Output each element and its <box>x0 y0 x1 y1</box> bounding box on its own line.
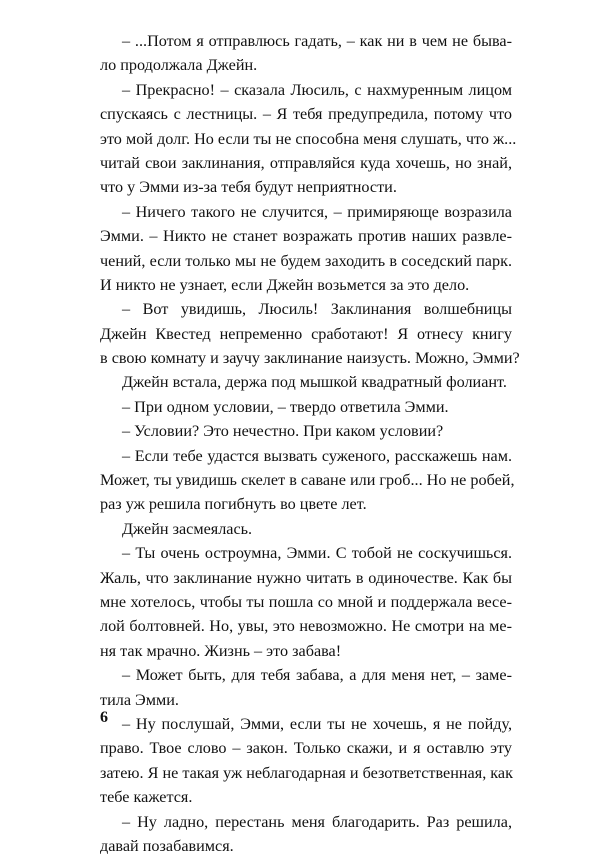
text-line: что у Эмми из-за тебя будут неприятности. <box>100 178 397 197</box>
page-number: 6 <box>100 709 108 726</box>
text-line: Жаль, что заклинание нужно читать в одиночестве. Как бы <box>100 568 512 587</box>
text-line: в свою комнату и заучу заклинание наизусть. Можно, Эмми? <box>100 349 520 368</box>
text-line: тила Эмми. <box>100 690 179 709</box>
text-line: – Ты очень остроумна, Эмми. С тобой не соскучишься. <box>122 544 512 563</box>
text-line: ло продолжала Джейн. <box>100 56 258 75</box>
text-line: читай свои заклинания, отправляйся куда хочешь, но знай, <box>100 153 512 172</box>
text-line: давай позабавимся. <box>100 836 234 855</box>
text-line: лой болтовней. Но, увы, это невозможно. Не смотри на ме- <box>100 617 512 636</box>
text-line: чений, если только мы не будем заходить в соседский парк. <box>100 251 512 270</box>
text-line: – Если тебе удастся вызвать суженого, расскажешь нам. <box>122 446 512 465</box>
text-line: это мой долг. Но если ты не способна меня слушать, что ж... <box>100 129 517 148</box>
text-line: мне хотелось, чтобы ты пошла со мной и поддержала весе- <box>100 592 512 611</box>
text-line: Может, ты увидишь скелет в саване или гроб... Но не робей, <box>100 471 515 490</box>
text-line: – ...Потом я отправлюсь гадать, – как ни в чем не быва- <box>122 32 512 50</box>
text-line: Эмми. – Никто не станет возражать против наших развле- <box>100 227 512 246</box>
text-line: – Ну послушай, Эмми, если ты не хочешь, я не пойду, <box>122 714 512 733</box>
text-line: И никто не узнает, если Джейн возьмется за это дело. <box>100 275 470 294</box>
text-line: – Вот увидишь, Люсиль! Заклинания волшебницы <box>122 300 512 319</box>
text-line: тебе кажется. <box>100 788 193 807</box>
text-line: – Может быть, для тебя забава, а для меня нет, – заме- <box>122 666 512 685</box>
body-text <box>100 29 520 858</box>
text-line: спускаясь с лестницы. – Я тебя предупредила, потому что <box>100 105 512 124</box>
text-line: затею. Я не такая уж неблагодарная и безответственная, как <box>100 763 513 782</box>
text-line: Джейн встала, держа под мышкой квадратный фолиант. <box>122 373 507 392</box>
text-line: ня так мрачно. Жизнь – это забава! <box>100 641 342 660</box>
text-line: Джейн Квестед непременно сработают! Я отнесу книгу <box>100 324 512 343</box>
text-line: право. Твое слово – закон. Только скажи, и я оставлю эту <box>100 739 512 758</box>
text-line: раз уж решила погибнуть во цвете лет. <box>100 495 367 514</box>
text-line: – Прекрасно! – сказала Люсиль, с нахмуренным лицом <box>122 80 512 99</box>
text-line: Джейн засмеялась. <box>122 519 253 538</box>
text-line: – Условии? Это нечестно. При каком условии? <box>122 422 444 441</box>
text-line: – При одном условии, – твердо ответила Эмми. <box>122 397 449 416</box>
text-line: – Ну ладно, перестань меня благодарить. Раз решила, <box>122 812 512 831</box>
text-line: – Ничего такого не случится, – примиряюще возразила <box>122 202 512 221</box>
